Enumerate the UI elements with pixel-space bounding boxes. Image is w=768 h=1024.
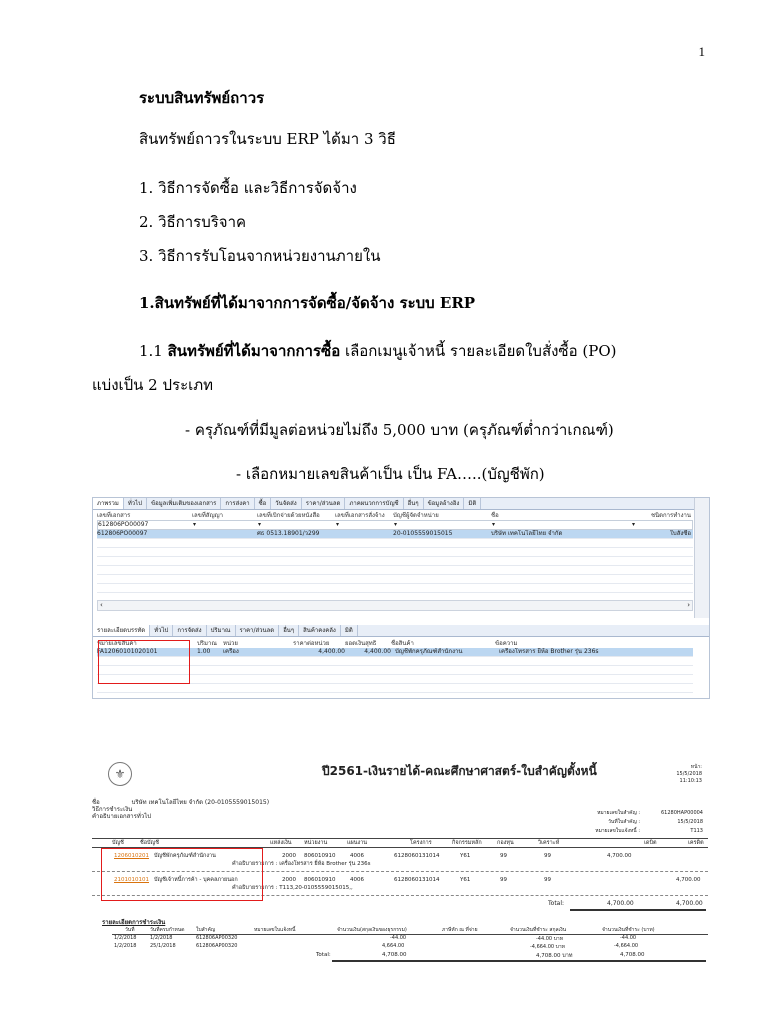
table-row[interactable]	[97, 584, 693, 593]
cell: บัญชีพักครุภัณฑ์สำนักงาน	[395, 648, 463, 655]
total-label: Total:	[316, 952, 331, 958]
column-header[interactable]: ชนิดการทำงาน	[650, 512, 691, 519]
filter-row	[97, 520, 693, 530]
cell: Y61	[460, 853, 471, 859]
cell: 4,400.00	[364, 648, 391, 655]
column-header: กองทุน	[497, 840, 514, 846]
column-header[interactable]: บัญชีผู้จัดจำหน่าย	[393, 512, 439, 519]
tab[interactable]: สินค้าคงคลัง	[299, 625, 341, 636]
column-header: โครงการ	[410, 840, 432, 846]
po-grid	[97, 511, 693, 611]
column-header[interactable]: ปริมาณ	[197, 640, 217, 647]
horizontal-scrollbar[interactable]	[97, 600, 693, 611]
cell: 99	[544, 853, 551, 859]
cell: 1.00	[197, 648, 211, 655]
subsection-bold: สินทรัพย์ที่ได้มาจากการซื้อ	[167, 342, 341, 360]
voucher-number: 61280HAP00004	[660, 810, 703, 816]
cell: 1/2/2018	[150, 935, 173, 941]
table-row[interactable]	[97, 684, 693, 693]
tab[interactable]: การส่งคา	[221, 498, 254, 509]
subsection-number: 1.1	[139, 342, 163, 360]
cell: 1/2/2018	[114, 935, 137, 941]
side-panel[interactable]	[694, 498, 709, 618]
payment-method-label: วิธีการชำระเงิน	[92, 806, 133, 813]
subsection-line2: แบ่งเป็น 2 ประเภท	[92, 376, 214, 394]
tab[interactable]: ราคา/ส่วนลด	[302, 498, 346, 509]
total-credit: 4,700.00	[676, 900, 703, 907]
filter-input[interactable]: 612806PO00097	[98, 521, 149, 528]
column-header: ภาษีหัก ณ ที่จ่าย	[442, 927, 478, 933]
cell: 4,400.00	[318, 648, 345, 655]
cell: 612806AP00320	[196, 935, 238, 941]
tab[interactable]: ทั่วไป	[124, 498, 147, 509]
voucher-number-label: หมายเลขใบสำคัญ :	[597, 810, 640, 816]
cell: -44.00	[620, 935, 637, 941]
cell: -4,664.00 บาท	[530, 944, 565, 950]
payment-heading: รายละเอียดการชำระเงิน	[102, 919, 166, 926]
cell: 612806PO00097	[97, 530, 148, 537]
table-row	[92, 935, 708, 943]
filter-input[interactable]: ▾	[193, 521, 197, 528]
tab[interactable]: ทั่วไป	[150, 625, 173, 636]
cell	[335, 530, 393, 538]
payment-total: 4,708.00 บาท	[536, 953, 573, 959]
voucher-date: 15/5/2018	[677, 819, 703, 825]
cell: 2000	[282, 853, 296, 859]
column-header[interactable]: เลขที่เอกสาร	[97, 512, 131, 519]
tab[interactable]: มิติ	[464, 498, 481, 509]
column-header: หมายเลขใบแจ้งหนี้	[254, 927, 296, 933]
po-tabs	[93, 498, 709, 510]
column-header[interactable]: หมายเลขสินค้า	[97, 640, 137, 647]
cell: 25/1/2018	[150, 943, 176, 949]
column-header[interactable]: ยอดเงินสุทธิ	[345, 640, 377, 647]
vendor-label: ชื่อ	[92, 799, 100, 806]
cell: เครื่อง	[223, 648, 239, 655]
print-time: 11:10:13	[679, 778, 702, 784]
filter-input[interactable]: ▾	[632, 521, 636, 528]
column-header: ชื่อบัญชี	[140, 840, 159, 846]
column-header: จำนวนเงินที่ชำระ (บาท)	[602, 927, 655, 933]
university-seal-icon: ⚜	[108, 762, 132, 786]
tab[interactable]: ราคา/ส่วนลด	[236, 625, 280, 636]
payment-total: 4,708.00	[620, 952, 645, 958]
cell: 1/2/2018	[114, 943, 137, 949]
tab[interactable]: ภาพรวม	[93, 498, 124, 509]
column-header: เดบิต	[644, 840, 657, 846]
table-row[interactable]	[97, 557, 693, 566]
total-debit: 4,700.00	[607, 900, 634, 907]
column-header: วันที่ครบกำหนด	[150, 927, 185, 933]
line-description: คำอธิบายรายการ : T113,20-0105559015015,,	[232, 885, 353, 891]
account-code[interactable]: 2101010101	[114, 877, 149, 883]
cell: 20-0105559015015	[393, 530, 453, 537]
subsection-text: เลือกเมนูเจ้าหนี้ รายละเอียดใบสั่งซื้อ (PO)	[344, 342, 617, 360]
subsection-line	[139, 339, 616, 363]
grid-header	[97, 511, 693, 520]
filter-input[interactable]: ▾	[394, 521, 398, 528]
vendor-name: บริษัท เทคโนโลยีไทย จำกัด (20-0105559015015)	[131, 799, 270, 806]
column-header[interactable]: ข้อความ	[495, 640, 518, 647]
cell: บริษัท เทคโนโลยีไทย จำกัด	[491, 530, 563, 537]
intro-text: สินทรัพย์ถาวรในระบบ ERP ได้มา 3 วิธี	[139, 130, 396, 148]
cell: -44.00 บาท	[536, 936, 563, 942]
table-row[interactable]	[97, 530, 693, 539]
tab[interactable]: ปริมาณ	[207, 625, 236, 636]
account-code[interactable]: 1206010201	[114, 853, 149, 859]
cell: 4006	[350, 853, 364, 859]
scroll-left-icon[interactable]: ‹	[100, 601, 103, 609]
column-header: ใบสำคัญ	[196, 927, 216, 933]
credit-amount: 4,700.00	[676, 877, 701, 883]
cell: 2000	[282, 877, 296, 883]
column-header: วิเคราะห์	[538, 840, 560, 846]
tab[interactable]: อื่นๆ	[404, 498, 424, 509]
payment-header-row	[92, 926, 708, 934]
cell: 806010910	[304, 877, 336, 883]
line-description: คำอธิบายรายการ : เครื่องโทรสาร ยี่ห้อ Brother รุ่น 236s	[232, 861, 371, 867]
cell: 4006	[350, 877, 364, 883]
voucher-title: ปี2561-เงินรายได้-คณะศึกษาศาสตร์-ใบสำคัญตั้งหนี้	[322, 764, 597, 778]
cell: 4,664.00	[382, 943, 405, 949]
bullet-text: - เลือกหมายเลขสินค้าเป็น เป็น FA…..(บัญชีพัก)	[236, 465, 545, 483]
tab[interactable]: มิติ	[341, 625, 358, 636]
cell: -4,664.00	[614, 943, 639, 949]
page-number: 1	[698, 44, 705, 59]
cell: 99	[500, 877, 507, 883]
cell: -44.00	[390, 935, 407, 941]
highlight-box	[101, 848, 263, 901]
table-row[interactable]	[97, 566, 693, 575]
print-date: 15/5/2018	[676, 771, 702, 777]
column-header[interactable]: เลขที่เบิกจ่ายด้วยหนังสือ	[257, 512, 320, 519]
table-row	[92, 943, 708, 951]
tab[interactable]: อื่นๆ	[279, 625, 299, 636]
tab[interactable]: ซื้อ	[255, 498, 272, 509]
column-header: จำนวนเงินที่ชำระ สกุลเงิน	[510, 927, 567, 933]
page-title: ระบบสินทรัพย์ถาวร	[139, 89, 265, 107]
cell: 6128060131014	[394, 877, 440, 883]
total-row	[92, 900, 708, 909]
tab[interactable]: รายละเอียดบรรทัด	[93, 625, 150, 636]
total-label: Total:	[548, 900, 565, 907]
column-header[interactable]: เลขที่เอกสารสั่งจ้าง	[335, 512, 385, 519]
bullet-text: - ครุภัณฑ์ที่มีมูลต่อหน่วยไม่ถึง 5,000 บาท (ครุภัณฑ์ต่ำกว่าเกณฑ์)	[185, 421, 614, 439]
column-header: กิจกรรมหลัก	[452, 840, 482, 846]
account-name: บัญชีเจ้าหนี้การค้า - บุคคลภายนอก	[154, 877, 238, 883]
column-header: หน่วยงาน	[304, 840, 328, 846]
column-header: บัญชี	[112, 840, 124, 846]
account-name: บัญชีพักครุภัณฑ์สำนักงาน	[154, 853, 216, 859]
cell: ใบสั่งซื้อ	[669, 530, 691, 537]
cell: Y61	[460, 877, 471, 883]
method-item: 3. วิธีการรับโอนจากหน่วยงานภายใน	[139, 247, 381, 265]
column-header: วันที่	[125, 927, 135, 933]
table-row[interactable]	[97, 539, 693, 548]
cell	[192, 530, 257, 538]
method-item: 1. วิธีการจัดซื้อ และวิธีการจัดจ้าง	[139, 179, 357, 197]
tab[interactable]: ภาคผนวกการบัญชี	[345, 498, 403, 509]
tab[interactable]: วันจัดส่ง	[271, 498, 301, 509]
cell: ศธ 0513.18901/ว299	[257, 530, 320, 537]
table-row[interactable]	[97, 548, 693, 557]
method-item: 2. วิธีการบริจาค	[139, 213, 247, 231]
cell: 806010910	[304, 853, 336, 859]
column-header: เครดิต	[688, 840, 704, 846]
column-header[interactable]: ชื่อสินค้า	[391, 640, 414, 647]
cell: เครื่องโทรสาร ยี่ห้อ Brother รุ่น 236s	[499, 648, 599, 655]
filter-input[interactable]: ▾	[258, 521, 262, 528]
debit-amount: 4,700.00	[607, 853, 632, 859]
table-row[interactable]	[97, 575, 693, 584]
cell: 6128060131014	[394, 853, 440, 859]
tab[interactable]: ข้อมูลเพิ่มเติมของเอกสาร	[147, 498, 221, 509]
invoice-number-label: หมายเลขใบแจ้งหนี้ :	[595, 828, 640, 834]
item-number-cell: FA12060101020101	[97, 648, 158, 655]
description-label: คำอธิบายเอกสารทั่วไป	[92, 813, 152, 820]
column-header: แหล่งเงิน	[270, 840, 292, 846]
cell: 612806AP00320	[196, 943, 238, 949]
scroll-right-icon[interactable]: ›	[687, 601, 690, 609]
cell: 99	[544, 877, 551, 883]
payment-total: 4,708.00	[382, 952, 407, 958]
tab[interactable]: การจัดส่ง	[173, 625, 206, 636]
highlight-box	[98, 640, 190, 684]
column-header[interactable]: หน่วย	[223, 640, 238, 647]
column-header: แผนงาน	[347, 840, 368, 846]
column-header[interactable]: ชื่อ	[491, 512, 499, 519]
line-tabs	[93, 625, 709, 637]
invoice-number: T113	[690, 828, 703, 834]
column-header[interactable]: ราคาต่อหน่วย	[293, 640, 330, 647]
tab[interactable]: ข้อมูลอ้างอิง	[424, 498, 465, 509]
voucher-date-label: วันที่ใบสำคัญ :	[608, 819, 640, 825]
section-heading: 1.สินทรัพย์ที่ได้มาจากการจัดซื้อ/จัดจ้าง ระบบ ERP	[139, 294, 476, 312]
cell: 99	[500, 853, 507, 859]
column-header: จำนวนเงิน(สกุลเงินของธุรกรรม)	[337, 927, 407, 933]
filter-input[interactable]: ▾	[336, 521, 340, 528]
column-header[interactable]: เลขที่สัญญา	[192, 512, 224, 519]
page-label: หน้า:	[690, 764, 702, 770]
filter-input[interactable]: ▾	[492, 521, 496, 528]
